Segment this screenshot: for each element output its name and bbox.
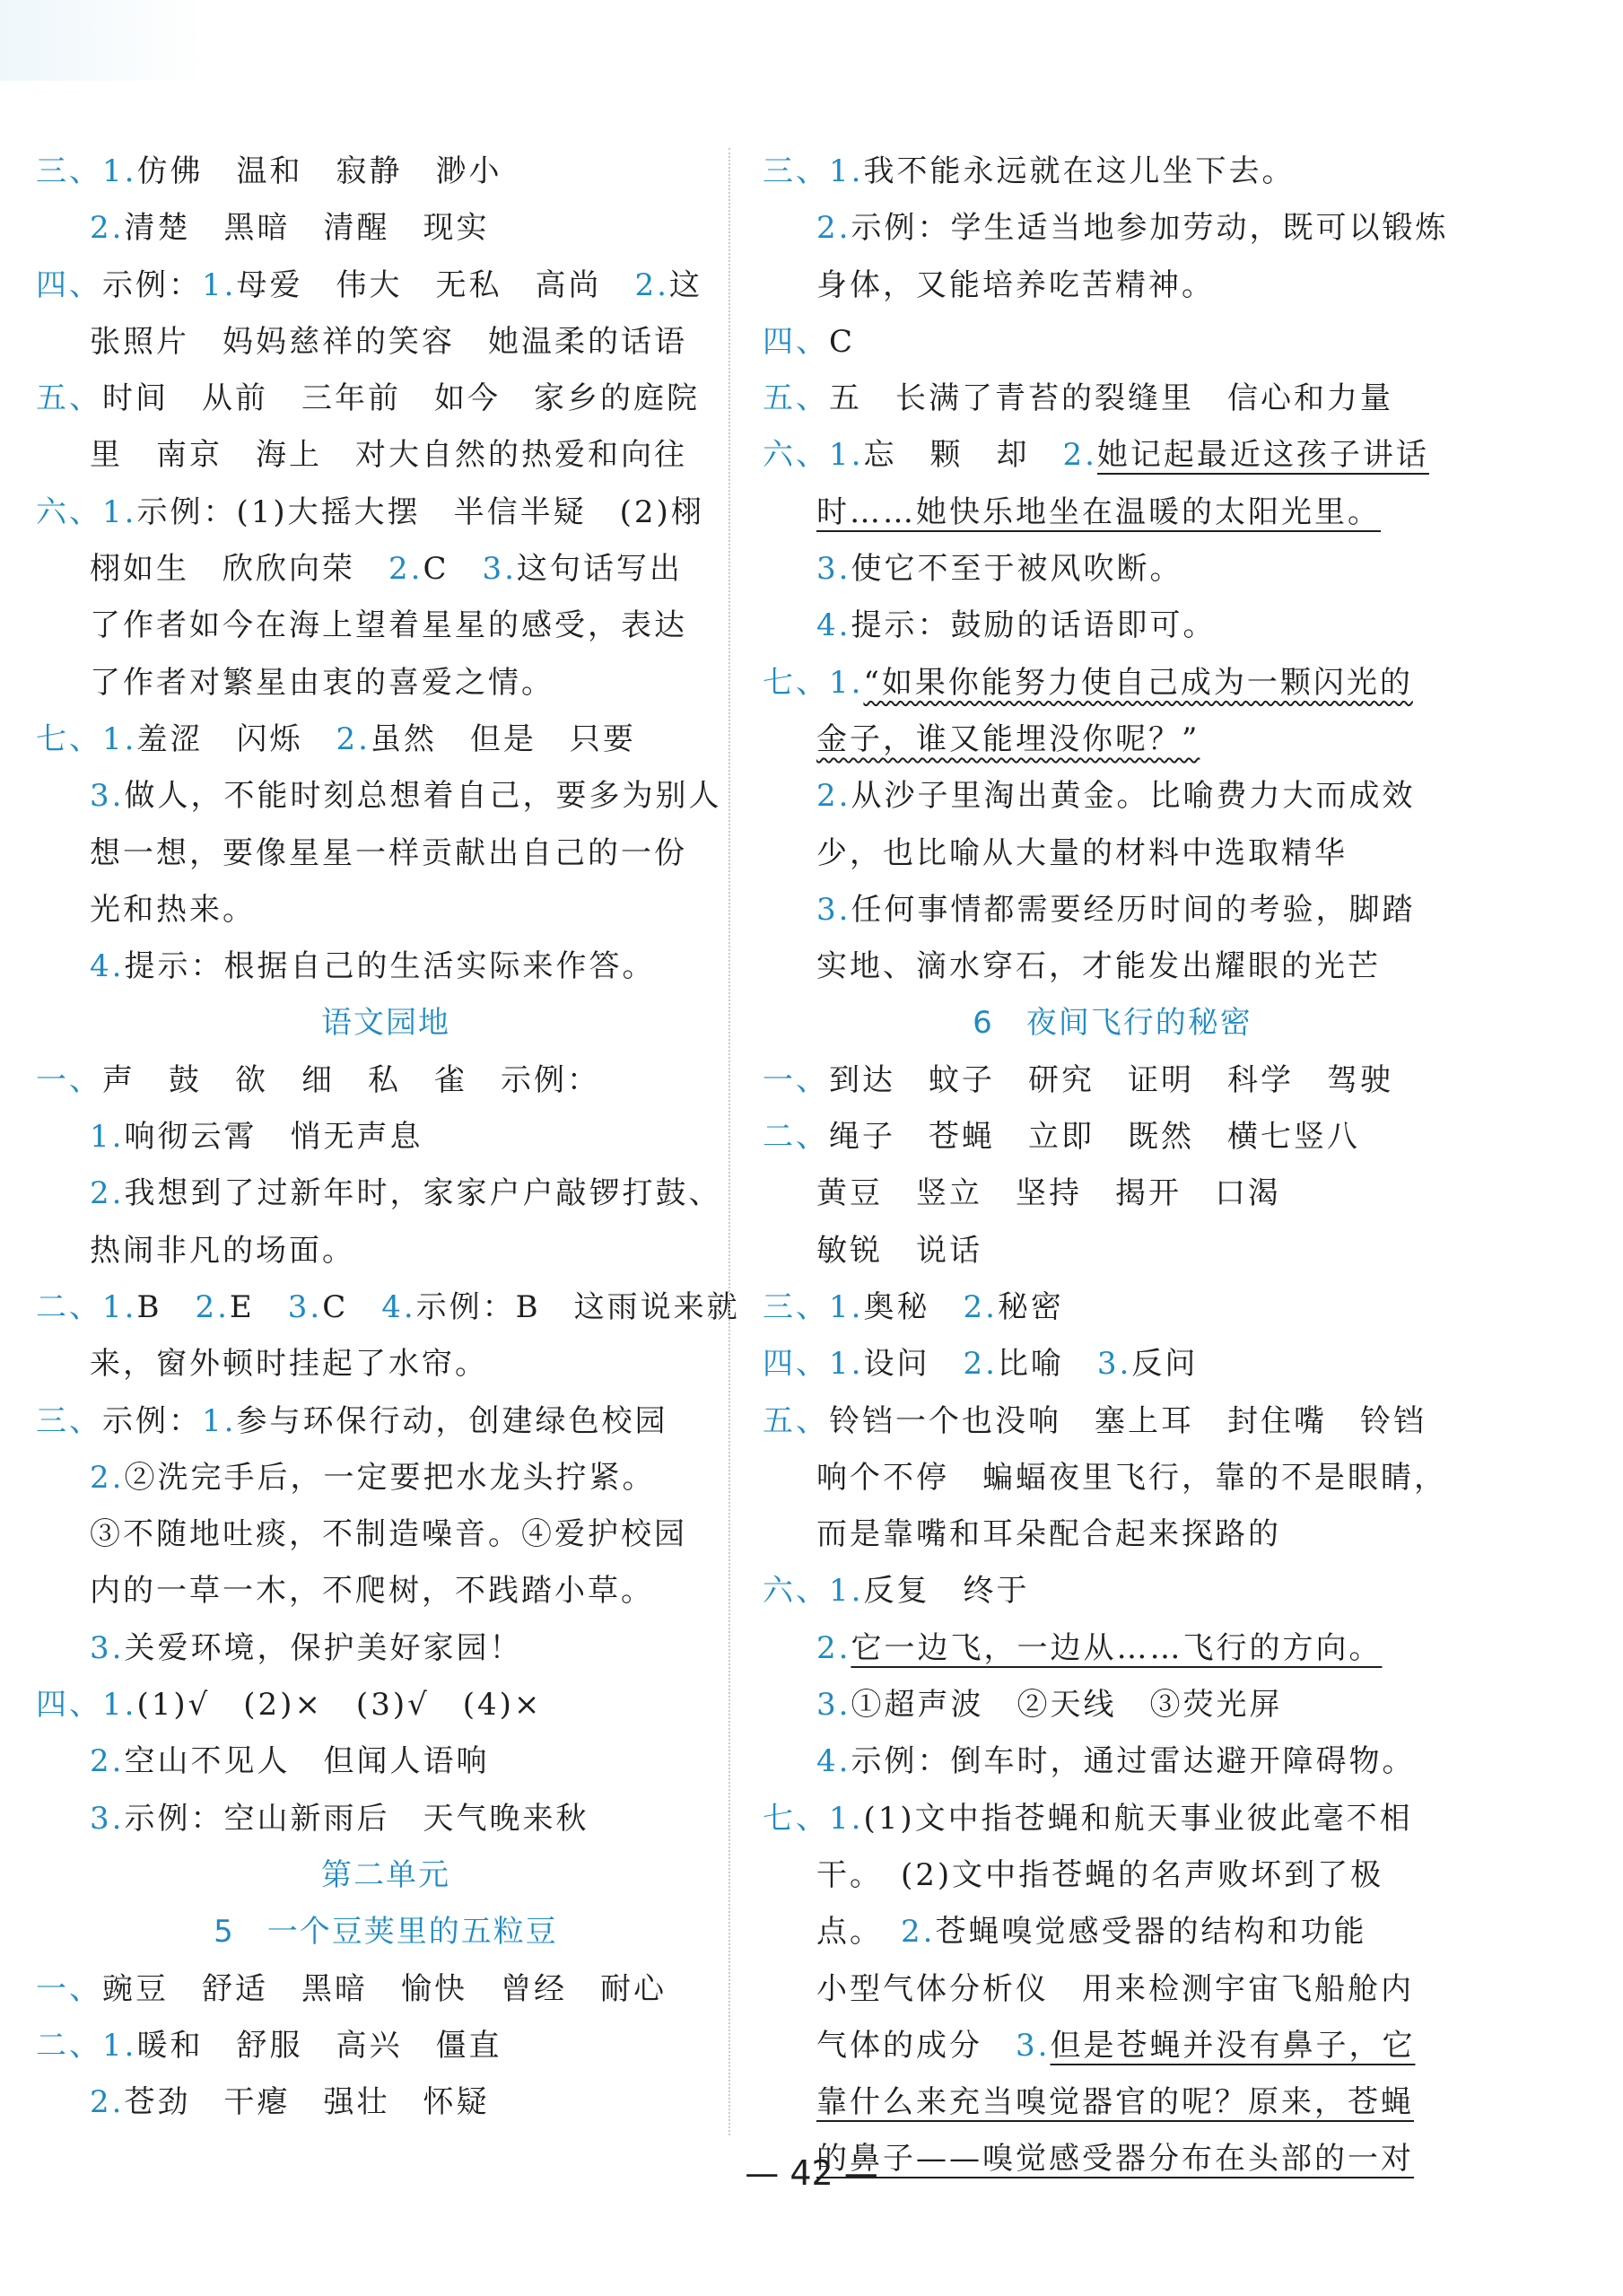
item-marker: 1. xyxy=(829,1800,864,1837)
answer-line xyxy=(36,427,736,484)
answer-text: 靠什么来充当嗅觉器官的呢？原来，苍蝇 xyxy=(816,2084,1414,2121)
item-marker: 1. xyxy=(102,153,137,189)
answer-line xyxy=(763,1165,1462,1222)
answer-text: 栩如生 欣欣向荣 xyxy=(90,551,388,588)
item-marker: 2. xyxy=(336,720,371,757)
item-marker: 二、 xyxy=(763,1119,829,1156)
answer-line xyxy=(763,485,1462,541)
answer-line xyxy=(36,1165,736,1222)
answer-line xyxy=(36,371,736,427)
item-marker: 六、 xyxy=(763,437,829,474)
answer-text: ①超声波 ②天线 ③荧光屏 xyxy=(851,1687,1283,1724)
answer-line xyxy=(36,1279,740,1336)
answer-text: 反复 终于 xyxy=(863,1573,1030,1610)
answer-text: 但是苍蝇并没有鼻子，它 xyxy=(1050,2027,1416,2064)
answer-text: 绳子 苍蝇 立即 既然 横七竖八 xyxy=(829,1119,1360,1156)
answer-line xyxy=(36,1336,736,1392)
answer-text: 苍蝇嗅觉感受器的结构和功能 xyxy=(935,1914,1367,1951)
item-marker: 2. xyxy=(90,1175,125,1212)
answer-line xyxy=(36,711,736,768)
corner-decoration xyxy=(0,0,206,81)
item-marker: 2. xyxy=(816,210,851,247)
answer-text: 光和热来。 xyxy=(90,891,256,928)
answer-line xyxy=(36,258,736,314)
answer-text: 少，也比喻从大量的材料中选取精华 xyxy=(816,834,1348,871)
item-marker: 2. xyxy=(816,1629,851,1666)
item-marker: 2. xyxy=(963,1288,998,1325)
answer-text: 关爱环境，保护美好家园！ xyxy=(124,1629,523,1666)
item-marker: 1. xyxy=(829,1573,864,1610)
answer-line xyxy=(763,2018,1462,2074)
item-marker: 1. xyxy=(829,153,864,189)
item-marker: 3. xyxy=(816,1687,851,1724)
item-marker: 2. xyxy=(963,1346,998,1383)
answer-line xyxy=(36,2074,736,2131)
answer-line xyxy=(36,1223,736,1279)
answer-text: 示例：B 这雨说来就 xyxy=(415,1288,740,1325)
answer-line xyxy=(763,1052,1462,1109)
item-marker: 五、 xyxy=(763,1402,829,1439)
answer-line xyxy=(763,655,1462,711)
item-marker: 三、 xyxy=(36,153,102,189)
answer-text: (1)文中指苍蝇和航天事业彼此毫不相 xyxy=(863,1800,1413,1837)
item-marker: 3. xyxy=(816,551,851,588)
answer-text: 秘密 xyxy=(997,1288,1064,1325)
item-marker: 二、 xyxy=(36,2027,102,2064)
answer-line xyxy=(763,938,1462,995)
answer-text: ③不随地吐痰，不制造噪音。④爱护校园 xyxy=(90,1516,687,1553)
answer-line xyxy=(36,1393,736,1450)
answer-text: 任何事情都需要经历时间的考验，脚踏 xyxy=(851,891,1416,928)
answer-text: 想一想，要像星星一样贡献出自己的一份 xyxy=(90,834,687,871)
answer-text: 内的一草一木，不爬树，不践踏小草。 xyxy=(90,1573,654,1610)
item-marker: 2. xyxy=(90,210,125,247)
answer-line xyxy=(763,144,1462,200)
answer-text: 这句话写出 xyxy=(516,551,683,588)
item-marker: 3. xyxy=(90,778,125,815)
answer-text: 黄豆 竖立 坚持 揭开 口渴 xyxy=(816,1175,1281,1212)
answer-line xyxy=(36,144,736,200)
answer-text: 提示：根据自己的生活实际来作答。 xyxy=(124,948,656,985)
item-marker: 3. xyxy=(482,551,517,588)
section-heading xyxy=(763,995,1462,1052)
answer-text: 敏锐 说话 xyxy=(816,1232,982,1269)
item-marker: 一、 xyxy=(763,1061,829,1098)
answer-line xyxy=(36,1563,736,1619)
answer-line xyxy=(36,1733,736,1790)
answer-text: 从沙子里淘出黄金。比喻费力大而成效 xyxy=(851,778,1416,815)
answer-text: 干。 (2)文中指苍蝇的名声败坏到了极 xyxy=(816,1856,1384,1893)
answer-text: 热闹非凡的场面。 xyxy=(90,1232,355,1269)
item-marker: 一、 xyxy=(36,1061,102,1098)
answer-text: 铃铛一个也没响 塞上耳 封住嘴 铃铛 xyxy=(829,1402,1427,1439)
answer-text: 了作者对繁星由衷的喜爱之情。 xyxy=(90,664,554,701)
answer-text: 点。 xyxy=(816,1914,901,1951)
item-marker: 3. xyxy=(1016,2027,1051,2064)
heading-text: 语文园地 xyxy=(321,1005,450,1042)
item-marker: 1. xyxy=(829,1346,864,1383)
answer-text: (1)√ (2)× (3)√ (4)× xyxy=(136,1687,543,1724)
answer-line xyxy=(763,258,1462,314)
item-marker: 三、 xyxy=(763,1288,829,1325)
answer-text: 里 南京 海上 对大自然的热爱和向往 xyxy=(90,437,687,474)
answer-text: 气体的成分 xyxy=(816,2027,1016,2064)
item-marker: 2. xyxy=(195,1288,230,1325)
answer-text: 时……她快乐地坐在温暖的太阳光里。 xyxy=(816,493,1381,530)
answer-text: 空山不见人 但闻人语响 xyxy=(124,1743,490,1780)
answer-text: 示例：(1)大摇大摆 半信半疑 (2)栩 xyxy=(136,493,704,530)
item-marker: 1. xyxy=(829,1288,864,1325)
answer-text: 使它不至于被风吹断。 xyxy=(851,551,1183,588)
section-heading xyxy=(36,1904,736,1960)
answer-line xyxy=(36,541,736,598)
answer-text: 反问 xyxy=(1131,1346,1199,1383)
answer-text: 实地、滴水穿石，才能发出耀眼的光芒 xyxy=(816,948,1381,985)
answer-line xyxy=(763,882,1462,938)
item-marker: 3. xyxy=(90,1800,125,1837)
answer-line xyxy=(763,1223,1462,1279)
heading-text: 第二单元 xyxy=(321,1856,450,1893)
answer-text: 虽然 但是 只要 xyxy=(370,720,636,757)
answer-text: 金子，谁又能埋没你呢？” xyxy=(816,720,1200,757)
item-marker: 七、 xyxy=(36,720,102,757)
item-marker: 2. xyxy=(1062,437,1097,474)
item-marker: 2. xyxy=(901,1914,936,1951)
heading-text: 6 夜间飞行的秘密 xyxy=(973,1005,1252,1042)
answer-line xyxy=(763,768,1462,825)
item-marker: 四、 xyxy=(763,323,829,360)
item-marker: 3. xyxy=(90,1629,125,1666)
answer-line xyxy=(763,200,1462,257)
section-heading xyxy=(36,995,736,1052)
answer-line xyxy=(36,1109,736,1165)
item-marker: 4. xyxy=(816,1743,851,1780)
answer-text: 羞涩 闪烁 xyxy=(136,720,336,757)
answer-line xyxy=(36,1506,736,1563)
answer-text: 五 长满了青苔的裂缝里 信心和力量 xyxy=(829,380,1393,417)
answer-text: 示例：空山新雨后 天气晚来秋 xyxy=(124,1800,589,1837)
answer-line xyxy=(36,938,736,995)
answer-line xyxy=(36,485,736,541)
answer-text: C xyxy=(829,323,856,360)
answer-line xyxy=(36,1961,736,2018)
answer-text: 豌豆 舒适 黑暗 愉快 曾经 耐心 xyxy=(102,1970,667,2007)
answer-line xyxy=(763,2074,1462,2131)
item-marker: 六、 xyxy=(763,1573,829,1610)
answer-line xyxy=(763,314,1462,371)
item-marker: 4. xyxy=(90,948,125,985)
answer-line xyxy=(763,541,1462,598)
item-marker: 3. xyxy=(1096,1346,1132,1383)
answer-text: 它一边飞，一边从……飞行的方向。 xyxy=(851,1629,1383,1666)
item-marker: 1. xyxy=(102,2027,137,2064)
item-marker: 1. xyxy=(829,437,864,474)
item-marker: 2. xyxy=(816,778,851,815)
item-marker: 四、 xyxy=(36,266,102,303)
answer-text: 的鼻子——嗅觉感受器分布在头部的一对 xyxy=(816,2141,1414,2178)
answer-line xyxy=(36,314,736,371)
item-marker: 1. xyxy=(102,493,137,530)
answer-line xyxy=(763,1279,1462,1336)
answer-text: 而是靠嘴和耳朵配合起来探路的 xyxy=(816,1516,1281,1553)
item-marker: 2. xyxy=(90,1743,125,1780)
item-marker: 七、 xyxy=(763,1800,829,1837)
answer-line xyxy=(36,200,736,257)
answer-line xyxy=(36,655,736,711)
item-marker: 一、 xyxy=(36,1970,102,2007)
answer-text: 母爱 伟大 无私 高尚 xyxy=(236,266,635,303)
answer-text: 示例： xyxy=(102,266,202,303)
answer-line xyxy=(763,1563,1462,1619)
answer-text: 参与环保行动，创建绿色校园 xyxy=(236,1402,668,1439)
item-marker: 3. xyxy=(287,1288,323,1325)
answer-text: 苍劲 干瘪 强壮 怀疑 xyxy=(124,2084,490,2121)
answer-line xyxy=(763,711,1462,768)
answer-line xyxy=(36,1450,736,1506)
answer-line xyxy=(763,598,1462,654)
answer-line xyxy=(763,1450,1462,1506)
item-marker: 1. xyxy=(102,1687,137,1724)
item-marker: 四、 xyxy=(36,1687,102,1724)
answer-line xyxy=(36,825,736,882)
answer-text: 奥秘 xyxy=(863,1288,964,1325)
item-marker: 五、 xyxy=(36,380,102,417)
item-marker: 二、 xyxy=(36,1288,102,1325)
answer-line xyxy=(36,598,736,654)
answer-line xyxy=(763,371,1462,427)
answer-text: 小型气体分析仪 用来检测宇宙飞船舱内 xyxy=(816,1970,1414,2007)
answer-text: 忘 颗 却 xyxy=(863,437,1063,474)
answer-text: 设问 xyxy=(863,1346,964,1383)
answer-line xyxy=(763,1904,1462,1960)
answer-text: 提示：鼓励的话语即可。 xyxy=(851,607,1217,644)
answer-line xyxy=(763,1109,1462,1165)
answer-text: 了作者如今在海上望着星星的感受，表达 xyxy=(90,607,687,644)
answer-line xyxy=(763,1506,1462,1563)
answer-line xyxy=(763,1847,1462,1904)
item-marker: 三、 xyxy=(36,1402,102,1439)
answer-text: 做人，不能时刻总想着自己，要多为别人 xyxy=(124,778,722,815)
item-marker: 2. xyxy=(388,551,423,588)
item-marker: 1. xyxy=(102,1288,137,1325)
item-marker: 4. xyxy=(381,1288,416,1325)
answer-text: 这 xyxy=(668,266,702,303)
answer-text: 比喻 xyxy=(997,1346,1097,1383)
item-marker: 3. xyxy=(816,891,851,928)
answer-line xyxy=(763,1791,1462,1847)
answer-text: 清楚 黑暗 清醒 现实 xyxy=(124,210,490,247)
item-marker: 2. xyxy=(634,266,669,303)
answer-line xyxy=(36,1677,736,1733)
answer-column-left xyxy=(36,144,740,2131)
answer-text: ②洗完手后，一定要把水龙头拧紧。 xyxy=(124,1459,656,1496)
item-marker: 五、 xyxy=(763,380,829,417)
answer-text: 我想到了过新年时，家家户户敲锣打鼓、 xyxy=(124,1175,722,1212)
answer-column-right xyxy=(763,144,1462,2188)
answer-text: E xyxy=(229,1288,288,1325)
heading-text: 5 一个豆荚里的五粒豆 xyxy=(214,1914,558,1951)
answer-text: 身体，又能培养吃苦精神。 xyxy=(816,266,1215,303)
answer-text: “如果你能努力使自己成为一颗闪光的 xyxy=(863,664,1413,701)
column-divider xyxy=(729,148,730,2135)
item-marker: 四、 xyxy=(763,1346,829,1383)
item-marker: 2. xyxy=(90,2084,125,2121)
answer-text: 响彻云霄 悄无声息 xyxy=(124,1119,423,1156)
item-marker: 1. xyxy=(90,1119,125,1156)
answer-text: 我不能永远就在这儿坐下去。 xyxy=(863,153,1296,189)
item-marker: 1. xyxy=(102,720,137,757)
answer-line xyxy=(36,2018,736,2074)
item-marker: 1. xyxy=(202,266,237,303)
answer-line xyxy=(763,1961,1462,2018)
item-marker: 三、 xyxy=(763,153,829,189)
answer-line xyxy=(36,768,736,825)
answer-line xyxy=(763,1336,1462,1392)
answer-text: 示例：学生适当地参加劳动，既可以锻炼 xyxy=(851,210,1449,247)
item-marker: 七、 xyxy=(763,664,829,701)
answer-line xyxy=(763,825,1462,882)
answer-text: 声 鼓 欲 细 私 雀 示例： xyxy=(102,1061,600,1098)
answer-line xyxy=(763,1393,1462,1450)
answer-text: 到达 蚊子 研究 证明 科学 驾驶 xyxy=(829,1061,1393,1098)
answer-text: 张照片 妈妈慈祥的笑容 她温柔的话语 xyxy=(90,323,687,360)
answer-line xyxy=(763,1677,1462,1733)
answer-text: 示例：倒车时，通过雷达避开障碍物。 xyxy=(851,1743,1416,1780)
answer-line xyxy=(763,1733,1462,1790)
answer-text: 仿佛 温和 寂静 渺小 xyxy=(136,153,502,189)
item-marker: 1. xyxy=(202,1402,237,1439)
answer-text: 示例： xyxy=(102,1402,202,1439)
answer-text: C xyxy=(322,1288,382,1325)
answer-line xyxy=(36,1052,736,1109)
item-marker: 1. xyxy=(829,664,864,701)
answer-line xyxy=(36,1791,736,1847)
answer-line xyxy=(763,427,1462,484)
item-marker: 2. xyxy=(90,1459,125,1496)
item-marker: 六、 xyxy=(36,493,102,530)
answer-line xyxy=(763,1620,1462,1677)
item-marker: 4. xyxy=(816,607,851,644)
answer-line xyxy=(36,882,736,938)
answer-line xyxy=(36,1620,736,1677)
answer-text: C xyxy=(423,551,483,588)
answer-text: 她记起最近这孩子讲话 xyxy=(1096,437,1429,474)
answer-text: 来，窗外顿时挂起了水帘。 xyxy=(90,1346,488,1383)
answer-text: 响个不停 蝙蝠夜里飞行，靠的不是眼睛， xyxy=(816,1459,1447,1496)
answer-text: B xyxy=(136,1288,196,1325)
answer-text: 时间 从前 三年前 如今 家乡的庭院 xyxy=(102,380,700,417)
page-number: — 42 — xyxy=(745,2153,878,2193)
section-heading xyxy=(36,1847,736,1904)
answer-text: 暖和 舒服 高兴 僵直 xyxy=(136,2027,502,2064)
